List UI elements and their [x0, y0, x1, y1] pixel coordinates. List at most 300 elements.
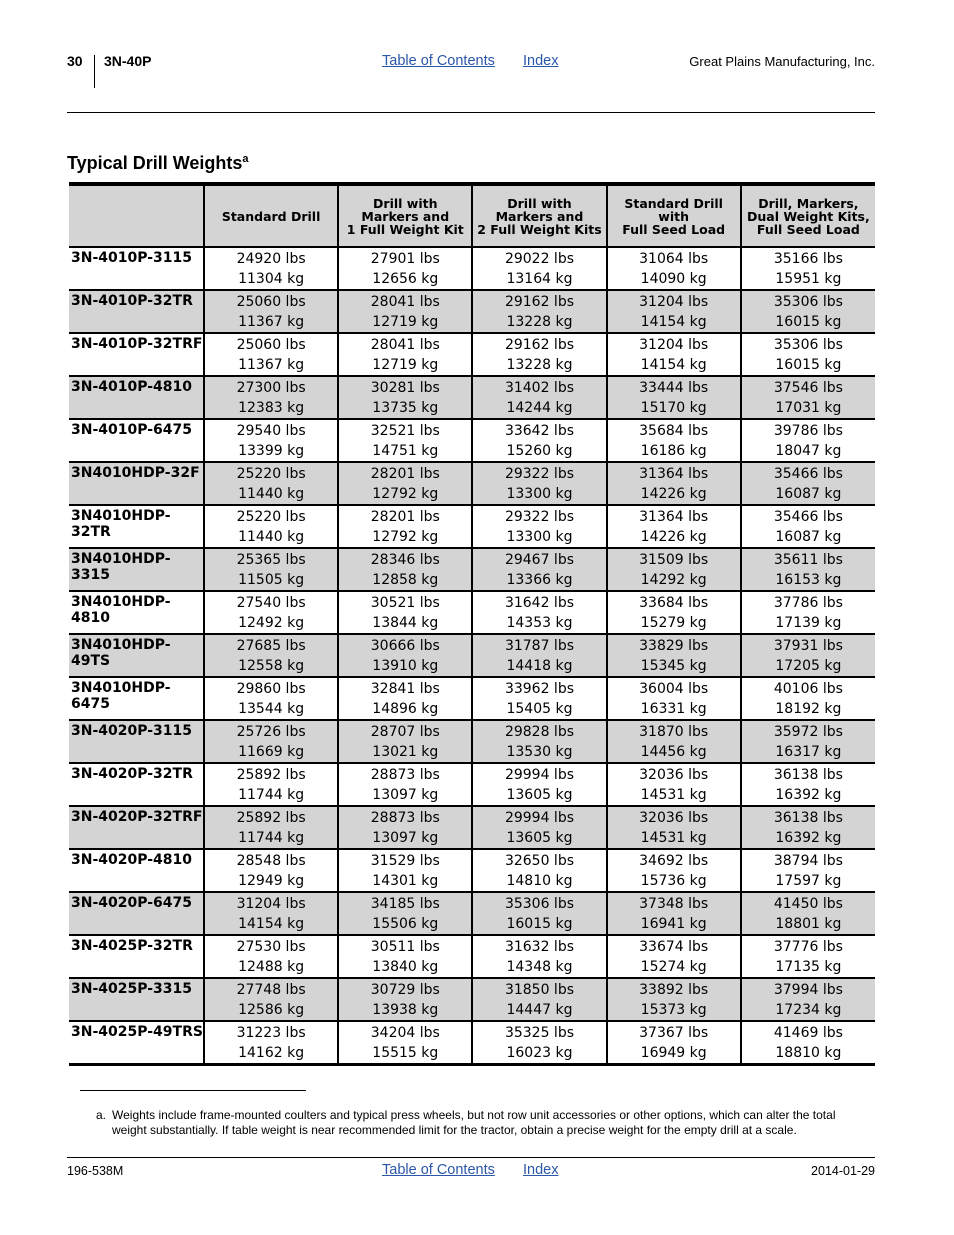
weight-cell — [741, 548, 875, 591]
weight-lbs: 25220 lbs — [236, 465, 306, 482]
drill-weights-table — [69, 182, 875, 1066]
weight-cell — [204, 677, 338, 720]
footnote-rule — [80, 1090, 306, 1091]
weight-kg: 17139 kg — [775, 614, 842, 631]
table-row — [69, 548, 875, 591]
weight-lbs: 27530 lbs — [236, 938, 306, 955]
weight-lbs: 37786 lbs — [773, 594, 843, 611]
weight-kg: 13605 kg — [506, 829, 573, 846]
weight-cell — [607, 548, 741, 591]
weight-lbs: 31850 lbs — [504, 981, 574, 998]
weight-cell — [607, 935, 741, 978]
weight-cell — [472, 591, 606, 634]
weight-cell — [607, 419, 741, 462]
model-cell: 3N-4020P-3115 — [69, 720, 204, 763]
weight-kg: 11304 kg — [238, 270, 305, 287]
weight-lbs: 35466 lbs — [773, 465, 843, 482]
weight-lbs: 35306 lbs — [773, 293, 843, 310]
weight-kg: 18801 kg — [775, 915, 842, 932]
weight-lbs: 28707 lbs — [370, 723, 440, 740]
weight-lbs: 32521 lbs — [370, 422, 440, 439]
weight-lbs: 29994 lbs — [504, 809, 574, 826]
weight-cell — [204, 247, 338, 290]
weight-kg: 14090 kg — [640, 270, 707, 287]
weight-cell — [204, 849, 338, 892]
weight-kg: 16392 kg — [775, 829, 842, 846]
weight-kg: 13938 kg — [372, 1001, 439, 1018]
weight-lbs: 31402 lbs — [504, 379, 574, 396]
weight-kg: 14456 kg — [640, 743, 707, 760]
weight-kg: 11367 kg — [238, 313, 305, 330]
model-cell: 3N4010HDP-32F — [69, 462, 204, 505]
weight-lbs: 33684 lbs — [639, 594, 709, 611]
weight-kg: 11440 kg — [238, 528, 305, 545]
weight-kg: 12492 kg — [238, 614, 305, 631]
model-name: 3N-40P — [104, 53, 152, 69]
weight-kg: 13605 kg — [506, 786, 573, 803]
weight-kg: 12558 kg — [238, 657, 305, 674]
weight-cell — [472, 1021, 606, 1065]
weight-kg: 16331 kg — [640, 700, 707, 717]
header-cell: Standard Drill with Full Seed Load — [607, 184, 741, 247]
weight-lbs: 41450 lbs — [773, 895, 843, 912]
weight-cell — [472, 634, 606, 677]
weight-cell — [204, 978, 338, 1021]
weight-kg: 16317 kg — [775, 743, 842, 760]
weight-lbs: 31509 lbs — [639, 551, 709, 568]
weight-kg: 15279 kg — [640, 614, 707, 631]
weight-kg: 12488 kg — [238, 958, 305, 975]
weight-lbs: 33642 lbs — [504, 422, 574, 439]
header-index-link[interactable]: Index — [523, 53, 559, 69]
weight-kg: 12949 kg — [238, 872, 305, 889]
model-cell: 3N-4010P-32TRF — [69, 333, 204, 376]
weight-cell — [741, 720, 875, 763]
weight-kg: 12719 kg — [372, 356, 439, 373]
weight-kg: 18047 kg — [775, 442, 842, 459]
weight-kg: 13164 kg — [506, 270, 573, 287]
weight-lbs: 35325 lbs — [504, 1024, 574, 1041]
weight-lbs: 31204 lbs — [236, 895, 306, 912]
weight-kg: 14810 kg — [506, 872, 573, 889]
weight-kg: 14353 kg — [506, 614, 573, 631]
weight-kg: 12656 kg — [372, 270, 439, 287]
model-cell: 3N4010HDP-6475 — [69, 677, 204, 720]
weight-lbs: 31364 lbs — [639, 465, 709, 482]
weight-cell — [472, 462, 606, 505]
weight-kg: 16186 kg — [640, 442, 707, 459]
weight-cell — [338, 1021, 472, 1065]
model-cell: 3N-4020P-32TR — [69, 763, 204, 806]
weight-kg: 13300 kg — [506, 528, 573, 545]
weight-lbs: 30521 lbs — [370, 594, 440, 611]
weight-lbs: 35684 lbs — [639, 422, 709, 439]
weight-kg: 18192 kg — [775, 700, 842, 717]
weight-cell — [741, 505, 875, 548]
weight-kg: 15345 kg — [640, 657, 707, 674]
page-number: 30 — [67, 53, 83, 69]
weight-cell — [204, 1021, 338, 1065]
weight-cell — [472, 849, 606, 892]
footer-date: 2014-01-29 — [811, 1164, 875, 1178]
weight-lbs: 29994 lbs — [504, 766, 574, 783]
weight-cell — [741, 634, 875, 677]
weight-lbs: 35972 lbs — [773, 723, 843, 740]
weight-lbs: 31642 lbs — [504, 594, 574, 611]
company-name: Great Plains Manufacturing, Inc. — [689, 54, 875, 69]
weight-cell — [607, 634, 741, 677]
weight-cell — [204, 376, 338, 419]
weight-cell — [607, 462, 741, 505]
weight-lbs: 31364 lbs — [639, 508, 709, 525]
section-title-text: Typical Drill Weights — [67, 153, 243, 173]
weight-cell — [607, 591, 741, 634]
weight-lbs: 33892 lbs — [639, 981, 709, 998]
weight-cell — [204, 290, 338, 333]
footnote-mark: a. — [96, 1108, 107, 1122]
weight-cell — [338, 634, 472, 677]
weight-cell — [472, 892, 606, 935]
weight-kg: 13530 kg — [506, 743, 573, 760]
weight-kg: 13228 kg — [506, 313, 573, 330]
weight-kg: 11440 kg — [238, 485, 305, 502]
weight-cell — [741, 892, 875, 935]
footer-index-link[interactable]: Index — [523, 1162, 559, 1178]
weight-cell — [338, 892, 472, 935]
weight-lbs: 30281 lbs — [370, 379, 440, 396]
weight-lbs: 28548 lbs — [236, 852, 306, 869]
model-cell: 3N-4020P-4810 — [69, 849, 204, 892]
header-cell: Drill, Markers, Dual Weight Kits, Full Seed Load — [741, 184, 875, 247]
weight-cell — [204, 763, 338, 806]
weight-kg: 14531 kg — [640, 829, 707, 846]
weight-cell — [204, 720, 338, 763]
weight-lbs: 25726 lbs — [236, 723, 306, 740]
weight-kg: 13910 kg — [372, 657, 439, 674]
weight-cell — [741, 1021, 875, 1065]
weight-lbs: 29162 lbs — [504, 293, 574, 310]
weight-cell — [338, 419, 472, 462]
weight-lbs: 28201 lbs — [370, 508, 440, 525]
footer-table-of-contents-link[interactable]: Table of Contents — [382, 1162, 495, 1178]
weight-lbs: 28873 lbs — [370, 766, 440, 783]
weight-cell — [338, 677, 472, 720]
weight-lbs: 28041 lbs — [370, 293, 440, 310]
weight-kg: 17234 kg — [775, 1001, 842, 1018]
weight-kg: 15515 kg — [372, 1044, 439, 1061]
weight-cell — [741, 376, 875, 419]
weight-cell — [741, 978, 875, 1021]
weight-lbs: 31870 lbs — [639, 723, 709, 740]
weight-cell — [204, 634, 338, 677]
weight-lbs: 35611 lbs — [773, 551, 843, 568]
header-table-of-contents-link[interactable]: Table of Contents — [382, 53, 495, 69]
weight-lbs: 29162 lbs — [504, 336, 574, 353]
header-divider — [94, 55, 95, 88]
weight-lbs: 35306 lbs — [504, 895, 574, 912]
weight-lbs: 25220 lbs — [236, 508, 306, 525]
table-row — [69, 333, 875, 376]
weight-cell — [607, 978, 741, 1021]
weight-kg: 12383 kg — [238, 399, 305, 416]
weight-kg: 14348 kg — [506, 958, 573, 975]
weight-lbs: 24920 lbs — [236, 250, 306, 267]
weight-kg: 17031 kg — [775, 399, 842, 416]
weight-cell — [338, 720, 472, 763]
weight-cell — [472, 677, 606, 720]
weight-lbs: 36138 lbs — [773, 766, 843, 783]
model-cell: 3N-4010P-4810 — [69, 376, 204, 419]
weight-lbs: 29828 lbs — [504, 723, 574, 740]
header-rule — [67, 112, 875, 113]
weight-lbs: 29467 lbs — [504, 551, 574, 568]
weight-lbs: 37367 lbs — [639, 1024, 709, 1041]
weight-cell — [741, 247, 875, 290]
weight-lbs: 33829 lbs — [639, 637, 709, 654]
weight-lbs: 31204 lbs — [639, 336, 709, 353]
footer-rule — [67, 1157, 875, 1158]
weight-kg: 12719 kg — [372, 313, 439, 330]
weight-kg: 14301 kg — [372, 872, 439, 889]
weight-lbs: 37546 lbs — [773, 379, 843, 396]
table-row — [69, 634, 875, 677]
model-cell: 3N-4010P-6475 — [69, 419, 204, 462]
weight-kg: 13366 kg — [506, 571, 573, 588]
weight-lbs: 27685 lbs — [236, 637, 306, 654]
weight-kg: 16941 kg — [640, 915, 707, 932]
footnote-text: Weights include frame-mounted coulters and typical press wheels, but not row unit accessories or other options, which can alter the total weight substantially. If table weight is near recommended limit for the tractor, obtain a precise weight for the empty drill at a scale. — [112, 1108, 836, 1137]
table-row — [69, 591, 875, 634]
weight-lbs: 30666 lbs — [370, 637, 440, 654]
model-cell: 3N-4010P-32TR — [69, 290, 204, 333]
weight-kg: 14226 kg — [640, 528, 707, 545]
table-row — [69, 935, 875, 978]
weight-kg: 11505 kg — [238, 571, 305, 588]
weight-lbs: 37776 lbs — [773, 938, 843, 955]
weight-kg: 11744 kg — [238, 829, 305, 846]
weight-kg: 11744 kg — [238, 786, 305, 803]
weight-lbs: 32036 lbs — [639, 766, 709, 783]
weight-cell — [338, 333, 472, 376]
weight-lbs: 41469 lbs — [773, 1024, 843, 1041]
weight-cell — [338, 462, 472, 505]
weight-cell — [204, 505, 338, 548]
weight-lbs: 38794 lbs — [773, 852, 843, 869]
weight-cell — [607, 849, 741, 892]
weight-kg: 12858 kg — [372, 571, 439, 588]
weight-kg: 13544 kg — [238, 700, 305, 717]
weight-cell — [607, 376, 741, 419]
table-row — [69, 763, 875, 806]
model-cell: 3N4010HDP-4810 — [69, 591, 204, 634]
weight-kg: 13097 kg — [372, 786, 439, 803]
weight-lbs: 27540 lbs — [236, 594, 306, 611]
weight-cell — [338, 978, 472, 1021]
weight-cell — [472, 290, 606, 333]
section-title — [67, 153, 249, 174]
weight-kg: 15405 kg — [506, 700, 573, 717]
table-row — [69, 247, 875, 290]
weight-cell — [204, 333, 338, 376]
weight-cell — [472, 935, 606, 978]
model-cell: 3N-4010P-3115 — [69, 247, 204, 290]
weight-cell — [204, 591, 338, 634]
weight-cell — [472, 247, 606, 290]
weight-lbs: 37348 lbs — [639, 895, 709, 912]
weight-lbs: 32036 lbs — [639, 809, 709, 826]
weight-cell — [338, 247, 472, 290]
weight-cell — [607, 720, 741, 763]
weight-cell — [741, 806, 875, 849]
weight-kg: 14244 kg — [506, 399, 573, 416]
weight-cell — [607, 505, 741, 548]
weight-kg: 16087 kg — [775, 528, 842, 545]
weight-cell — [607, 763, 741, 806]
weight-kg: 13735 kg — [372, 399, 439, 416]
weight-cell — [338, 849, 472, 892]
weight-cell — [338, 505, 472, 548]
weight-kg: 16087 kg — [775, 485, 842, 502]
weight-cell — [741, 849, 875, 892]
weight-cell — [472, 333, 606, 376]
weight-kg: 14154 kg — [640, 356, 707, 373]
weight-kg: 17597 kg — [775, 872, 842, 889]
weight-lbs: 32650 lbs — [504, 852, 574, 869]
weight-kg: 15260 kg — [506, 442, 573, 459]
weight-kg: 13840 kg — [372, 958, 439, 975]
weight-cell — [741, 677, 875, 720]
model-cell: 3N-4025P-32TR — [69, 935, 204, 978]
weight-cell — [472, 763, 606, 806]
model-cell: 3N4010HDP-49TS — [69, 634, 204, 677]
table-row — [69, 505, 875, 548]
weight-kg: 18810 kg — [775, 1044, 842, 1061]
table-row — [69, 892, 875, 935]
weight-kg: 16015 kg — [775, 313, 842, 330]
weight-lbs: 28201 lbs — [370, 465, 440, 482]
weight-lbs: 35166 lbs — [773, 250, 843, 267]
weight-lbs: 31223 lbs — [236, 1024, 306, 1041]
table-row — [69, 677, 875, 720]
weight-lbs: 39786 lbs — [773, 422, 843, 439]
weight-kg: 15274 kg — [640, 958, 707, 975]
table-row — [69, 806, 875, 849]
weight-lbs: 30511 lbs — [370, 938, 440, 955]
weight-cell — [204, 548, 338, 591]
weight-kg: 16015 kg — [506, 915, 573, 932]
weight-kg: 14154 kg — [238, 915, 305, 932]
weight-kg: 16949 kg — [640, 1044, 707, 1061]
weight-kg: 13021 kg — [372, 743, 439, 760]
weight-lbs: 27748 lbs — [236, 981, 306, 998]
table-row — [69, 290, 875, 333]
weight-kg: 16392 kg — [775, 786, 842, 803]
weight-cell — [607, 1021, 741, 1065]
weight-lbs: 28873 lbs — [370, 809, 440, 826]
weight-cell — [472, 376, 606, 419]
weight-kg: 16153 kg — [775, 571, 842, 588]
header-cell: Drill with Markers and 2 Full Weight Kits — [472, 184, 606, 247]
weight-lbs: 31787 lbs — [504, 637, 574, 654]
weight-lbs: 27901 lbs — [370, 250, 440, 267]
weight-lbs: 37931 lbs — [773, 637, 843, 654]
weight-lbs: 25892 lbs — [236, 766, 306, 783]
weight-kg: 14896 kg — [372, 700, 439, 717]
weight-cell — [741, 419, 875, 462]
weight-lbs: 29322 lbs — [504, 465, 574, 482]
weight-lbs: 34185 lbs — [370, 895, 440, 912]
weight-lbs: 25892 lbs — [236, 809, 306, 826]
weight-cell — [472, 419, 606, 462]
table-row — [69, 1021, 875, 1065]
weight-cell — [338, 548, 472, 591]
weight-lbs: 29860 lbs — [236, 680, 306, 697]
model-cell: 3N4010HDP-3315 — [69, 548, 204, 591]
weight-cell — [204, 419, 338, 462]
table-row — [69, 849, 875, 892]
weight-kg: 14162 kg — [238, 1044, 305, 1061]
weight-lbs: 35466 lbs — [773, 508, 843, 525]
weight-lbs: 31529 lbs — [370, 852, 440, 869]
weight-lbs: 36138 lbs — [773, 809, 843, 826]
weight-lbs: 25060 lbs — [236, 336, 306, 353]
weight-kg: 15373 kg — [640, 1001, 707, 1018]
model-cell: 3N-4025P-3315 — [69, 978, 204, 1021]
weight-cell — [338, 591, 472, 634]
weight-cell — [338, 763, 472, 806]
table-row — [69, 376, 875, 419]
weight-cell — [607, 247, 741, 290]
weight-cell — [472, 505, 606, 548]
weight-lbs: 29540 lbs — [236, 422, 306, 439]
weight-cell — [607, 290, 741, 333]
weight-lbs: 31204 lbs — [639, 293, 709, 310]
weight-lbs: 33444 lbs — [639, 379, 709, 396]
weight-cell — [338, 806, 472, 849]
weight-lbs: 25365 lbs — [236, 551, 306, 568]
weight-kg: 14418 kg — [506, 657, 573, 674]
weight-cell — [607, 806, 741, 849]
weight-kg: 13300 kg — [506, 485, 573, 502]
weight-lbs: 32841 lbs — [370, 680, 440, 697]
weight-lbs: 25060 lbs — [236, 293, 306, 310]
model-cell: 3N-4020P-6475 — [69, 892, 204, 935]
weight-kg: 15170 kg — [640, 399, 707, 416]
weight-cell — [741, 462, 875, 505]
weight-lbs: 34692 lbs — [639, 852, 709, 869]
weight-lbs: 36004 lbs — [639, 680, 709, 697]
weight-lbs: 35306 lbs — [773, 336, 843, 353]
title-footnote-mark[interactable]: a — [242, 153, 249, 165]
weight-lbs: 28346 lbs — [370, 551, 440, 568]
weight-kg: 11367 kg — [238, 356, 305, 373]
table-row — [69, 419, 875, 462]
header-cell-model — [69, 184, 204, 247]
weight-kg: 14292 kg — [640, 571, 707, 588]
header-cell: Drill with Markers and 1 Full Weight Kit — [338, 184, 472, 247]
weight-lbs: 40106 lbs — [773, 680, 843, 697]
weight-cell — [607, 677, 741, 720]
weight-cell — [607, 892, 741, 935]
weight-kg: 16015 kg — [775, 356, 842, 373]
header-cell: Standard Drill — [204, 184, 338, 247]
weight-lbs: 31632 lbs — [504, 938, 574, 955]
weight-kg: 14751 kg — [372, 442, 439, 459]
weight-cell — [472, 548, 606, 591]
weight-cell — [204, 462, 338, 505]
weight-kg: 17205 kg — [775, 657, 842, 674]
weight-kg: 11669 kg — [238, 743, 305, 760]
